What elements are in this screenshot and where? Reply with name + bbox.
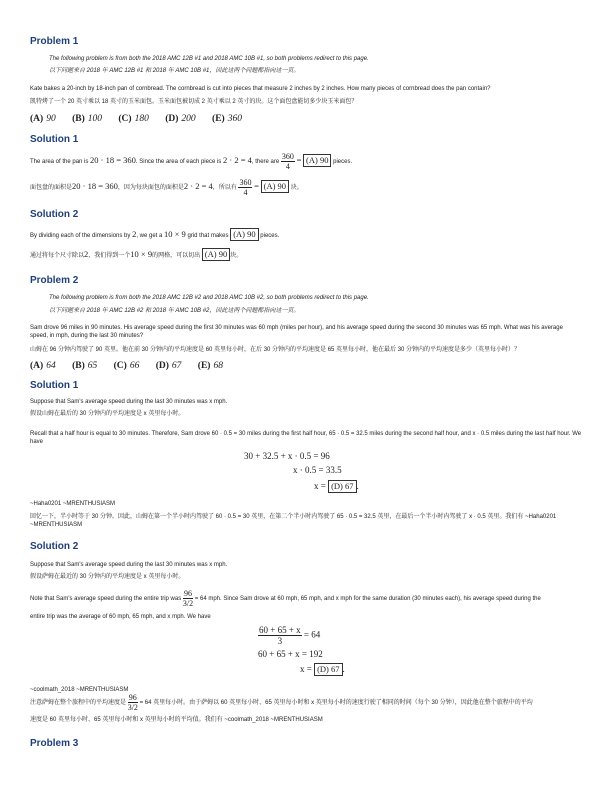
problem-1-question-en: Kate bakes a 20-inch by 18-inch pan of cornbread. The cornbread is cut into pieces that measure 2 inches by 2 inches. How many pieces of cornbread does the pan contain?: [30, 86, 491, 92]
solution-2-line-en: By dividing each of the dimensions by 2, we get a 10 × 9 grid that makes (A) 90 pieces.: [30, 229, 280, 239]
problem-3-heading: Problem 3: [30, 738, 79, 749]
answer-box: (A) 90: [261, 180, 289, 193]
problem-1-note-en: The following problem is from both the 2018 AMC 12B #1 and 2018 AMC 10B #1, so both problems redirect to this page.: [49, 56, 369, 62]
p2-solution-2-note-cont: entire trip was the average of 60 mph, 65 mph, and x mph. We have: [30, 614, 211, 620]
choice: (B) 100: [72, 114, 102, 124]
equation: 30 + 32.5 + x · 0.5 = 96: [244, 451, 330, 461]
p2-solution-2-line-zh: 假设萨姆在最近的 30 分钟内的平均速度是 x 英里每小时。: [30, 574, 185, 580]
p2-solution-2-zh-cont: 速度是 60 英里每小时、65 英里每小时和 x 英里每小时的平均值。我们有 ~coolmath_2018 ~MRENTHUSIASM: [30, 717, 323, 723]
problem-1-choices: [30, 114, 256, 124]
equation: 60 + 65 + x = 192: [258, 649, 323, 659]
answer-box: (D) 67: [328, 480, 356, 493]
p2-solution-2-author: ~coolmath_2018 ~MRENTHUSIASM: [30, 687, 129, 693]
problem-2-choices: [30, 361, 237, 371]
problem-2-question-zh: 山姆在 96 分钟内驾驶了 90 英里。他在前 30 分钟内的平均速度是 60 英里每小时，在后 30 分钟内的平均速度是 65 英里每小时，他在最后 30 分钟内的平均速度是多少（英里每小时）？: [30, 347, 521, 353]
answer-box: (A) 90: [303, 154, 331, 167]
choice: (C) 66: [113, 361, 140, 371]
solution-1-heading: Solution 1: [30, 134, 79, 145]
equation: x · 0.5 = 33.5: [293, 465, 342, 475]
p2-solution-2-zh: 注意萨姆在整个旅程中的平均速度是 $\frac{96}{3/2}$ = 64 英里每小时。由于萨姆以 60 英里每小时、65 英里每小时和 x 英里每小时的速度行驶了相同的时间（每个 30 分钟），因此他在整个旅程中的平均: [30, 693, 533, 712]
problem-1-heading: Problem 1: [30, 36, 79, 47]
answer-equation: x = (D) 67 .: [300, 664, 345, 674]
answer-box: (A) 90: [230, 228, 258, 241]
p2-solution-2-line-en: Suppose that Sam's average speed during the last 30 minutes was x mph.: [30, 562, 228, 568]
choice: (B) 65: [72, 361, 98, 371]
choice: (E) 360: [212, 114, 242, 124]
choice: (D) 200: [165, 114, 196, 124]
p2-solution-2-heading: Solution 2: [30, 541, 79, 552]
p2-solution-1-zh: 回忆一下，半小时等于 30 分钟。因此，山姆在第一个半小时内驾驶了 60 · 0.5 = 30 英里，在第二个半小时内驾驶了 65 · 0.5 = 32.5 英里，在最后一个半小时内驾驶了 x · 0.5 英里。我们有 ~Haha0201 ~MRENTHUSIASM: [30, 514, 557, 528]
p2-solution-1-line-en: Suppose that Sam's average speed during the last 30 minutes was x mph.: [30, 399, 228, 405]
problem-1-note-zh: 以下问题来自 2018 年 AMC 12B #1 和 2018 年 AMC 10B #1，因此这两个问题都指向这一页。: [49, 68, 300, 74]
problem-2-note-zh: 以下问题来自 2018 年 AMC 12B #2 和 2018 年 AMC 10B #2，因此这两个问题都指向这一页。: [49, 308, 300, 314]
fraction: $\frac{360}{4}$: [281, 151, 294, 171]
p2-solution-1-author: ~Haha0201 ~MRENTHUSIASM: [30, 501, 116, 507]
solution-1-line-en: The area of the pan is 20 · 18 = 360. Since the area of each piece is 2 · 2 = 4, there are $\frac{360}{4}$ = (A) 90 pieces.: [30, 151, 353, 171]
problem-2-question-en: Sam drove 96 miles in 90 minutes. His average speed during the first 30 minutes was 60 mph (miles per hour), and his average speed during the second 30 minutes was 65 mph. What was his average speed, in mph, during the last 30 minutes?: [30, 325, 563, 339]
answer-box: (D) 67: [314, 663, 342, 676]
choice: (C) 180: [118, 114, 149, 124]
p2-solution-1-line-zh: 假设山姆在最后的 30 分钟内的平均速度是 x 英里每小时。: [30, 411, 185, 417]
solution-2-line-zh: 通过将每个尺寸除以2，我们得到一个10 × 9的网格，可以切出 (A) 90 块。: [30, 249, 243, 259]
choice: (D) 67: [155, 361, 182, 371]
solution-2-heading: Solution 2: [30, 209, 79, 220]
fraction: $\frac{96}{3/2}$: [182, 589, 194, 608]
problem-2-note-en: The following problem is from both the 2018 AMC 12B #2 and 2018 AMC 10B #2, so both problems redirect to this page.: [49, 295, 369, 301]
problem-1-question-zh: 凯特烤了一个 20 英寸乘以 18 英寸的玉米面包。玉米面包被切成 2 英寸乘以 2 英寸的块。这个面包盘能切多少块玉米面包？: [30, 99, 358, 105]
equation: $\frac{60 + 65 + x}{3}$ = 64: [259, 625, 321, 646]
choice: (A) 90: [30, 114, 56, 124]
fraction: $\frac{360}{4}$: [239, 177, 252, 197]
choice: (A) 64: [30, 361, 56, 371]
solution-1-line-zh: 面包盘的面积是20 · 18 = 360，因为每块面包的面积是2 · 2 = 4，所以有 $\frac{360}{4}$ = (A) 90 块。: [30, 177, 303, 197]
p2-solution-1-heading: Solution 1: [30, 380, 79, 391]
problem-2-heading: Problem 2: [30, 275, 79, 286]
choice: (E) 68: [197, 361, 223, 371]
fraction: $\frac{96}{3/2}$: [127, 693, 138, 712]
p2-solution-1-recall: Recall that a half hour is equal to 30 minutes. Therefore, Sam drove 60 · 0.5 = 30 miles during the first half hour, 65 · 0.5 = 32.5 miles during the second half hour, and x · 0.5 miles during the last half hour. We have: [30, 431, 582, 445]
answer-equation: x = (D) 67 .: [314, 481, 359, 491]
answer-box: (A) 90: [202, 248, 230, 261]
p2-solution-2-note: Note that Sam's average speed during the entire trip was $\frac{96}{3/2}$ = 64 mph. Since Sam drove at 60 mph, 65 mph, and x mph for the same duration (30 minutes each), his average speed during the: [30, 589, 541, 608]
